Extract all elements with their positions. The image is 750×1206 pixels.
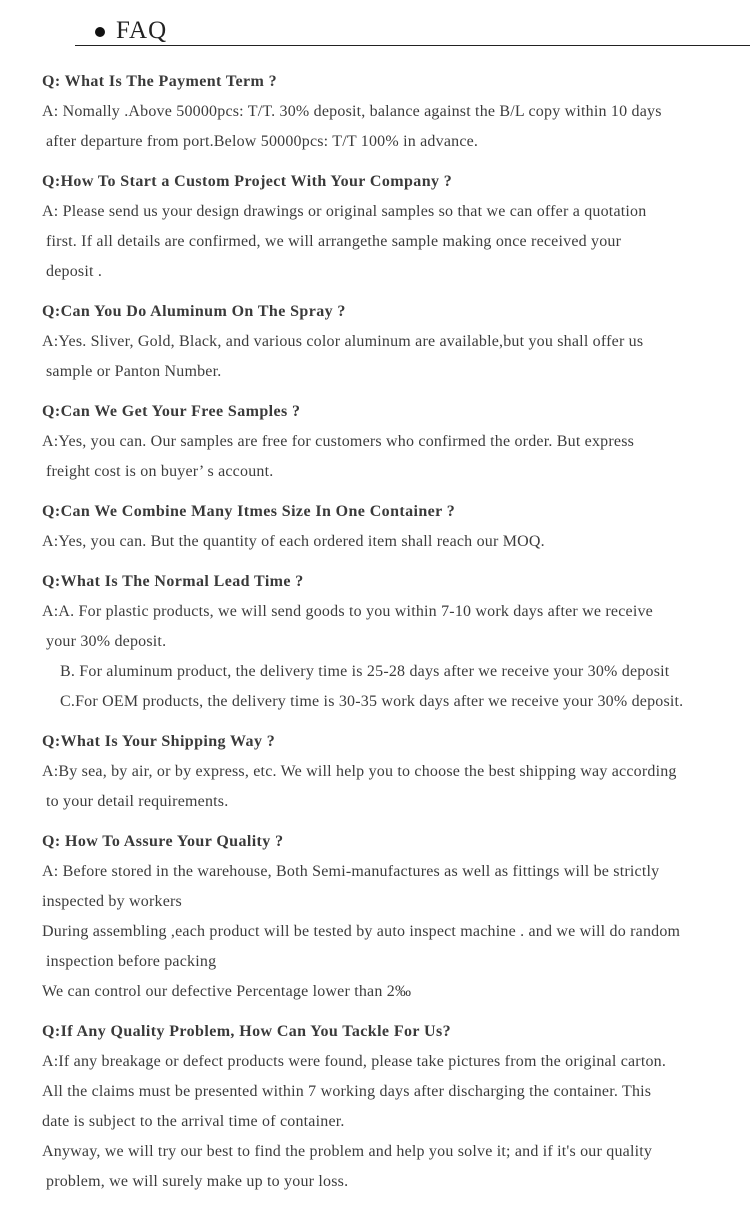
- faq-spacer: [42, 557, 732, 567]
- faq-answer-line: We can control our defective Percentage lower than 2‰: [42, 983, 412, 1000]
- faq-question: Q: What Is The Payment Term ?: [42, 73, 278, 90]
- faq-item: [42, 167, 732, 297]
- faq-answer-line: B. For aluminum product, the delivery time is 25-28 days after we receive your 30% deposit: [60, 663, 670, 680]
- faq-question: Q: How To Assure Your Quality ?: [42, 833, 284, 850]
- faq-answer-line: C.For OEM products, the delivery time is 30-35 work days after we receive your 30% deposit.: [60, 693, 684, 710]
- faq-answer-line: problem, we will surely make up to your loss.: [46, 1173, 349, 1190]
- faq-answer-line: date is subject to the arrival time of container.: [42, 1113, 345, 1130]
- faq-answer-line: A:Yes, you can. But the quantity of each ordered item shall reach our MOQ.: [42, 533, 545, 550]
- faq-answer-line: inspected by workers: [42, 893, 182, 910]
- faq-answer-line: inspection before packing: [46, 953, 217, 970]
- faq-spacer: [42, 157, 732, 167]
- faq-answer-line: A:Yes, you can. Our samples are free for customers who confirmed the order. But express: [42, 433, 635, 450]
- faq-answer-line: your 30% deposit.: [46, 633, 167, 650]
- faq-spacer: [42, 387, 732, 397]
- faq-item: [42, 497, 732, 567]
- faq-item: [42, 397, 732, 497]
- faq-item: [42, 67, 732, 167]
- faq-item: [42, 297, 732, 397]
- header-divider: [75, 45, 750, 46]
- faq-item: [42, 827, 732, 1017]
- faq-spacer: [42, 717, 732, 727]
- faq-item: [42, 1017, 732, 1197]
- faq-spacer: [42, 1007, 732, 1017]
- faq-spacer: [42, 487, 732, 497]
- faq-answer-line: freight cost is on buyer’ s account.: [46, 463, 274, 480]
- faq-answer-line: A: Before stored in the warehouse, Both Semi-manufactures as well as fittings will be strictly: [42, 863, 660, 880]
- faq-question: Q:Can You Do Aluminum On The Spray ?: [42, 303, 346, 320]
- faq-answer-line: A:A. For plastic products, we will send goods to you within 7-10 work days after we receive: [42, 603, 653, 620]
- faq-question: Q:Can We Get Your Free Samples ?: [42, 403, 301, 420]
- faq-item: [42, 567, 732, 727]
- faq-answer-line: A:By sea, by air, or by express, etc. We will help you to choose the best shipping way according: [42, 763, 677, 780]
- faq-question: Q:If Any Quality Problem, How Can You Tackle For Us?: [42, 1023, 451, 1040]
- faq-item: [42, 727, 732, 827]
- faq-list: [42, 67, 732, 1197]
- faq-answer-line: A: Nomally .Above 50000pcs: T/T. 30% deposit, balance against the B/L copy within 10 days: [42, 103, 662, 120]
- faq-spacer: [42, 287, 732, 297]
- faq-answer-line: A: Please send us your design drawings or original samples so that we can offer a quotation: [42, 203, 647, 220]
- page-title: FAQ: [116, 17, 168, 44]
- faq-answer-line: after departure from port.Below 50000pcs: T/T 100% in advance.: [46, 133, 479, 150]
- faq-question: Q:Can We Combine Many Itmes Size In One Container ?: [42, 503, 456, 520]
- bullet-icon: [95, 27, 105, 37]
- faq-answer-line: first. If all details are confirmed, we will arrangethe sample making once received your: [46, 233, 622, 250]
- faq-question: Q:How To Start a Custom Project With Your Company ?: [42, 173, 453, 190]
- faq-answer-line: All the claims must be presented within 7 working days after discharging the container. This: [42, 1083, 652, 1100]
- faq-answer-line: Anyway, we will try our best to find the problem and help you solve it; and if it's our quality: [42, 1143, 653, 1160]
- faq-answer-line: to your detail requirements.: [46, 793, 229, 810]
- faq-question: Q:What Is The Normal Lead Time ?: [42, 573, 304, 590]
- faq-answer-line: deposit .: [46, 263, 103, 280]
- faq-question: Q:What Is Your Shipping Way ?: [42, 733, 276, 750]
- faq-spacer: [42, 817, 732, 827]
- faq-answer-line: A:Yes. Sliver, Gold, Black, and various color aluminum are available,but you shall offer us: [42, 333, 644, 350]
- faq-header: [0, 0, 750, 50]
- faq-answer-line: sample or Panton Number.: [46, 363, 222, 380]
- faq-answer-line: During assembling ,each product will be tested by auto inspect machine . and we will do random: [42, 923, 681, 940]
- faq-answer-line: A:If any breakage or defect products were found, please take pictures from the original carton.: [42, 1053, 667, 1070]
